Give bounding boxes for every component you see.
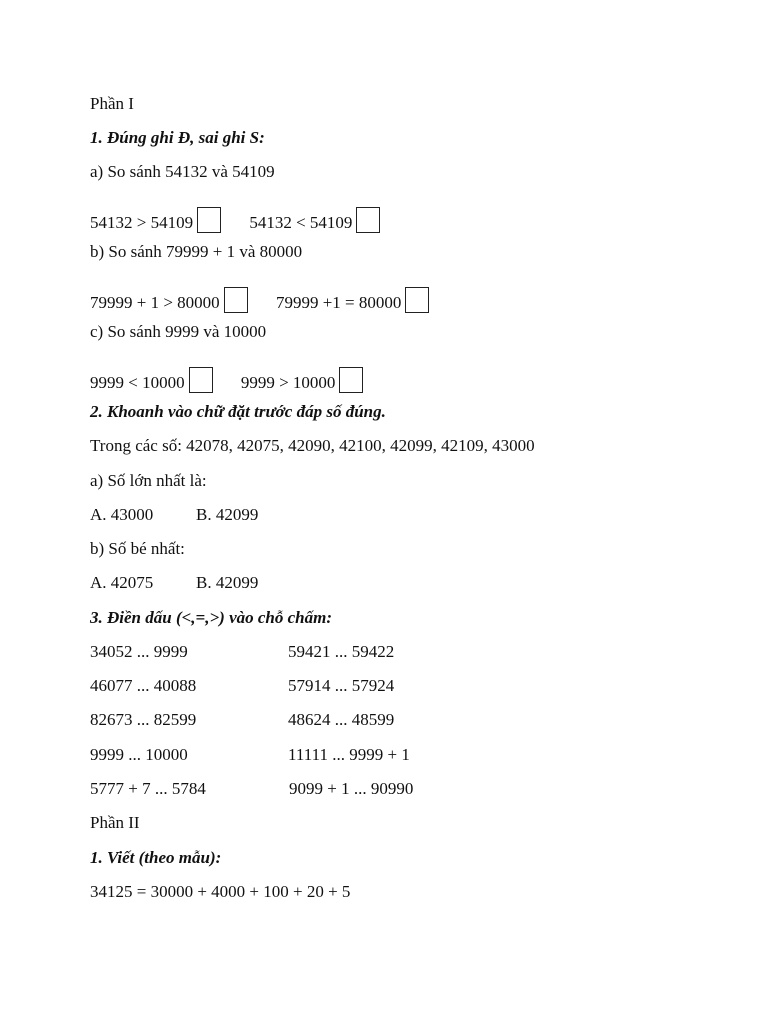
q3-row-2-left: 46077 ... 40088: [90, 676, 197, 695]
q3-row-2-right: 57914 ... 57924: [288, 676, 395, 695]
q3-row-1-right: 59421 ... 59422: [288, 642, 395, 661]
q1-a-right-answer-box[interactable]: [356, 207, 380, 233]
q1-c-prompt: c) So sánh 9999 và 10000: [90, 322, 267, 341]
q1-a-row: [90, 207, 380, 233]
q2-b-prompt: b) Số bé nhất:: [90, 539, 185, 558]
q2-intro: Trong các số: 42078, 42075, 42090, 42100, 42099, 42109, 43000: [90, 436, 535, 455]
q3-title: 3. Điền dấu (<,=,>) vào chỗ chấm:: [90, 608, 333, 627]
part2-q1-title: 1. Viết (theo mẫu):: [90, 848, 222, 867]
q1-b-left-answer-box[interactable]: [224, 287, 248, 313]
q3-row-4-left: 9999 ... 10000: [90, 745, 188, 764]
q2-a-option-a[interactable]: A. 43000: [90, 505, 154, 524]
q1-c-left-answer-box[interactable]: [189, 367, 213, 393]
q2-a-prompt: a) Số lớn nhất là:: [90, 471, 207, 490]
q1-b-row: [90, 287, 429, 313]
q3-row-5-left: 5777 + 7 ... 5784: [90, 779, 206, 798]
q3-row-4-right: 11111 ... 9999 + 1: [288, 745, 410, 764]
q1-a-right-statement: 54132 < 54109: [249, 213, 353, 232]
q3-row-3-left: 82673 ... 82599: [90, 710, 197, 729]
q1-b-right-answer-box[interactable]: [405, 287, 429, 313]
q1-b-prompt: b) So sánh 79999 + 1 và 80000: [90, 242, 303, 261]
q1-a-left-statement: 54132 > 54109: [90, 213, 194, 232]
q1-b-right-statement: 79999 +1 = 80000: [275, 293, 402, 312]
part2-q1-example: 34125 = 30000 + 4000 + 100 + 20 + 5: [90, 882, 351, 901]
q1-b-left-statement: 79999 + 1 > 80000: [90, 293, 220, 312]
q1-title: 1. Đúng ghi Đ, sai ghi S:: [90, 128, 265, 147]
q1-c-right-answer-box[interactable]: [339, 367, 363, 393]
q2-title: 2. Khoanh vào chữ đặt trước đáp số đúng.: [90, 402, 386, 421]
q2-a-option-b[interactable]: B. 42099: [196, 505, 259, 524]
q2-b-option-b[interactable]: B. 42099: [196, 573, 259, 592]
q3-row-1-left: 34052 ... 9999: [90, 642, 188, 661]
part1-heading: Phần I: [90, 94, 134, 113]
q3-row-3-right: 48624 ... 48599: [288, 710, 395, 729]
q3-row-5-right: 9099 + 1 ... 90990: [289, 779, 414, 798]
q1-c-right-statement: 9999 > 10000: [240, 373, 336, 392]
q2-b-option-a[interactable]: A. 42075: [90, 573, 154, 592]
part2-heading: Phần II: [90, 813, 140, 832]
q1-c-left-statement: 9999 < 10000: [90, 373, 185, 392]
q1-a-prompt: a) So sánh 54132 và 54109: [90, 162, 275, 181]
q1-a-left-answer-box[interactable]: [197, 207, 221, 233]
q1-c-row: [90, 367, 363, 393]
